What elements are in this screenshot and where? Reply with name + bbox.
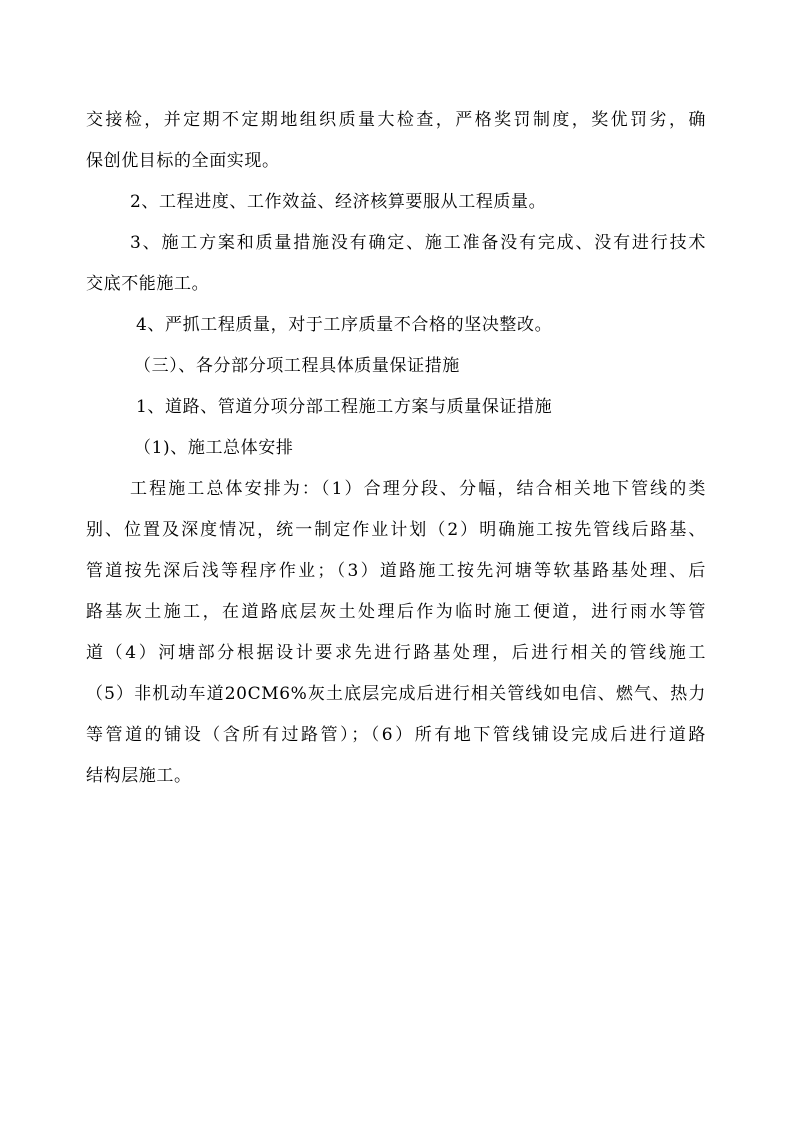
sub-item-heading: （1)、施工总体安排 [134,438,294,458]
document-body [86,100,706,797]
list-item-3-line: 3、施工方案和质量措施没有确定、施工准备没有完成、没有进行技术 [130,233,706,253]
body-paragraph-line: 管道按先深后浅等程序作业；（3）道路施工按先河塘等软基路基处理、后 [86,561,706,581]
paragraph-line: 交接检，并定期不定期地组织质量大检查，严格奖罚制度，奖优罚劣，确 [86,110,706,130]
body-paragraph-line: 别、位置及深度情况，统一制定作业计划（2）明确施工按先管线后路基、 [86,520,706,540]
paragraph-line: 保创优目标的全面实现。 [86,151,280,171]
section-heading: （三）、各分部分项工程具体质量保证措施 [134,356,460,376]
list-item-4: 4、严抓工程质量，对于工序质量不合格的坚决整改。 [136,315,553,335]
list-item-3-line: 交底不能施工。 [86,274,210,294]
body-paragraph-line: （5）非机动车道20CM6%灰土底层完成后进行相关管线如电信、燃气、热力 [86,684,706,704]
subsection-heading: 1、道路、管道分项分部工程施工方案与质量保证措施 [136,397,553,417]
body-paragraph-line: 道（4）河塘部分根据设计要求先进行路基处理，后进行相关的管线施工 [86,643,706,663]
list-item-2: 2、工程进度、工作效益、经济核算要服从工程质量。 [130,192,547,212]
body-paragraph-line: 等管道的铺设（含所有过路管）；（6）所有地下管线铺设完成后进行道路 [86,725,706,745]
body-paragraph-line: 工程施工总体安排为：（1）合理分段、分幅，结合相关地下管线的类 [130,479,706,499]
body-paragraph-line: 路基灰土施工，在道路底层灰土处理后作为临时施工便道，进行雨水等管 [86,602,706,622]
body-paragraph-line: 结构层施工。 [86,766,192,786]
